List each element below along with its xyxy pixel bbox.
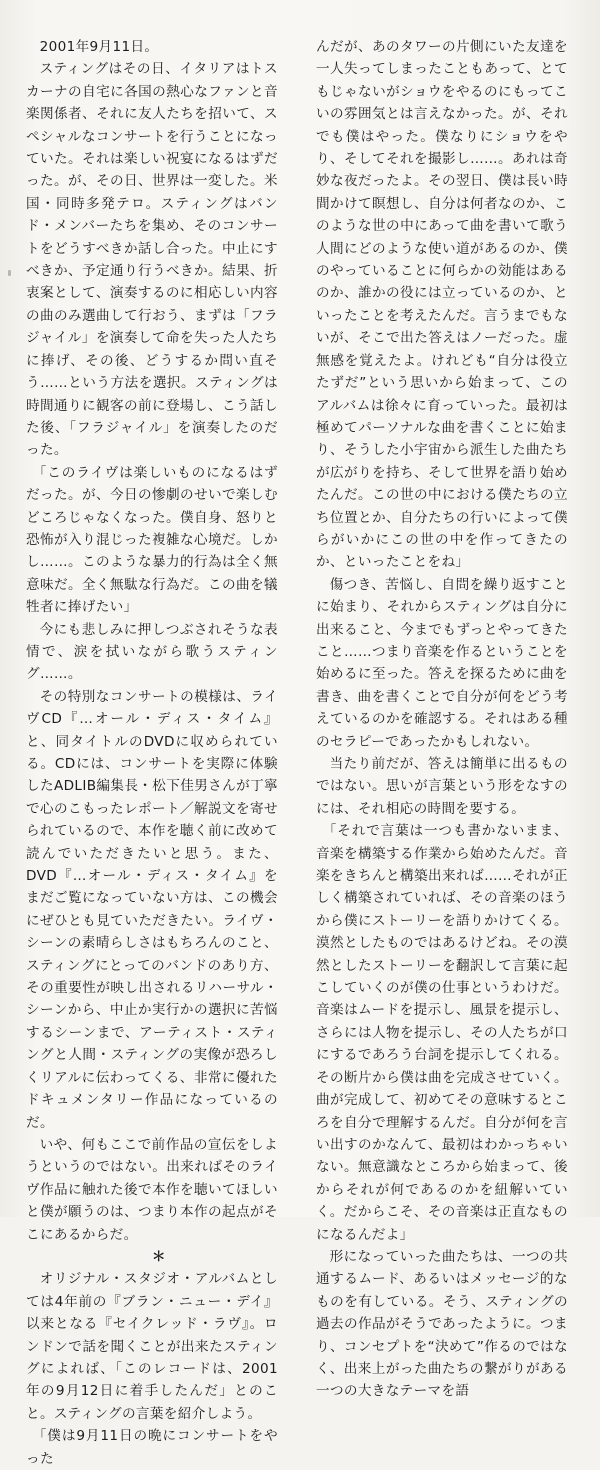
quote-sept11-start: 「僕は9月11日の晩にコンサートをやった (26, 1428, 278, 1467)
scan-speck (8, 270, 11, 276)
paragraph-music-making: 傷つき、苦悩し、自問を繰り返すことに始まり、それからスティングは自分に出来ること、今までもずっとやってきたこと……つまり音楽を作るということを始めるに至った。答えを探るために曲を書き、曲を書くことで自分が何をどう考えているのかを確認する。それはある種のセラピーであったかもしれない。 (316, 576, 568, 750)
paragraph-sacred-love: オリジナル・スタジオ・アルバムとしては4年前の『ブラン・ニュー・デイ』以来となる『セイクレッド・ラヴ』。ロンドンで話を聞くことが出来たスティングによれば、「このレコードは、2001年の9月12日に着手したんだ」とのこと。スティングの言葉を紹介しよう。 (26, 1271, 278, 1422)
opening-date: 2001年9月11日。 (39, 39, 159, 55)
paragraph-origin: いや、何もここで前作品の宣伝をしようというのではない。出来ればそのライヴ作品に触れた後で本作を聴いてほしいと僕が願うのは、つまり本作の起点がそこにあるからだ。 (26, 1136, 278, 1243)
quote-sept11-continued: んだが、あのタワーの片側にいた友達を一人失ってしまったこともあって、とてもじゃないがショウをやるのにもってこいの雰囲気とは言えなかった。が、それでも僕はやった。僕なりにショウをやり、そしてそれを撮影し……。あれは奇妙な夜だったよ。その翌日、僕は長い時間かけて瞑想し、自分は何者なのか、このような世の中にあって曲を書いて歌う人間にどのような使い道があるのか、僕のやっていることに何らかの効能はあるのか、誰かの役には立っているのか、といったことを考えたんだ。言うまでもないが、そこで出た答えはノーだった。虚無感を覚えたよ。けれども“自分は役立たずだ”という思いから始まって、このアルバムは徐々に育っていった。最初は極めてパーソナルな曲を書くことに始まり、そうした小宇宙から派生した曲たちが広がりを持ち、そして世界を語り始めたんだ。この世の中における僕たちの立ち位置とか、自分たちの行いによって僕らがいかにこの世の中を作ってきたのか、といったことをね」 (316, 39, 568, 571)
paragraph-tears: 今にも悲しみに押しつぶされそうな表情で、涙を拭いながら歌うスティング……。 (26, 621, 278, 683)
paragraph-common-mood: 形になっていった曲たちは、一つの共通するムード、あるいはメッセージ的なものを有している。そう、スティングの過去の作品がそうであったように。つまり、コンセプトを“決めて”作るのではなく、出来上がった曲たちの繋がりがある一つの大きなテーマを語 (316, 1248, 568, 1400)
left-column (26, 36, 278, 1470)
paragraph-answer-time: 当たり前だが、答えは簡単に出るものではない。思いが言葉という形をなすのには、それ相応の時間を要する。 (316, 756, 568, 817)
right-column (316, 36, 568, 1403)
section-divider-star: ＊ (151, 1248, 166, 1265)
quote-building-music: 「それで言葉は一つも書かないまま、音楽を構築する作業から始めたんだ。音楽をきちんと構築出来れば……それが正しく構築されていれば、その音楽のほうから僕にストーリーを語りかけてくる。漠然としたものではあるけどね。その漠然としたストーリーを翻訳して言葉に起こしていくのが僕の仕事というわけだ。音楽はムードを提示し、風景を提示し、さらには人物を提示し、その人たちが口にするであろう台詞を提示してくれる。その断片から僕は曲を完成させていく。曲が完成して、初めてその意味するところを自分で理解するんだ。自分が何を言い出すのかなんて、最初はわかっちゃいない。無意識なところから始まって、後からそれが何であるのかを紐解いていく。だからこそ、その音楽は正直なものになるんだよ」 (316, 823, 568, 1243)
paragraph-live-cd-dvd: その特別なコンサートの模様は、ライヴCD『…オール・ディス・タイム』と、同タイトルのDVDに収められている。CDには、コンサートを実際に体験したADLIB編集長・松下佳男さんが丁寧で心のこもったレポート／解説文を寄せられているので、本作を聴く前に改めて読んでいただきたいと思う。また、DVD『…オール・ディス・タイム』をまだご覧になっていない方は、この機会にぜひとも見ていただきたい。ライヴ・シーンの素晴らしさはもちろんのこと、スティングにとってのバンドのあり方、その重要性が映し出されるリハーサル・シーンから、中止か実行かの選択に苦悩するシーンまで、アーティスト・スティングと人間・スティングの実像が恐ろしくリアルに伝わってくる、非常に優れたドキュメンタリー作品になっているのだ。 (26, 688, 278, 1131)
quote-sting-concert: 「このライヴは楽しいものになるはずだった。が、今日の惨劇のせいで楽しむどころじゃなくなった。僕自身、怒りと恐怖が入り混じった複雑な心境だ。しかし……。このような暴力的行為は全く無意味だ。全く無駄な行為だ。この曲を犠牲者に捧げたい」 (26, 464, 278, 616)
paragraph-concert-day: スティングはその日、イタリアはトスカーナの自宅に各国の熱心なファンと音楽関係者、それに友人たちを招いて、スペシャルなコンサートを行うことになっていた。それは楽しい祝宴になるはずだった。が、その日、世界は一変した。米国・同時多発テロ。スティングはバンド・メンバーたちを集め、そのコンサートをどうすべきか話し合った。中止にすべきか、予定通り行うべきか。結果、折衷案として、演奏するのに相応しい内容の曲のみ選曲して行おう、まずは「フラジャイル」を演奏して命を失った人たちに捧げ、その後、どうするか問い直そう……という方法を選択。スティングは時間通りに観客の前に登場し、こう話した後、「フラジャイル」を演奏したのだった。 (26, 61, 278, 459)
